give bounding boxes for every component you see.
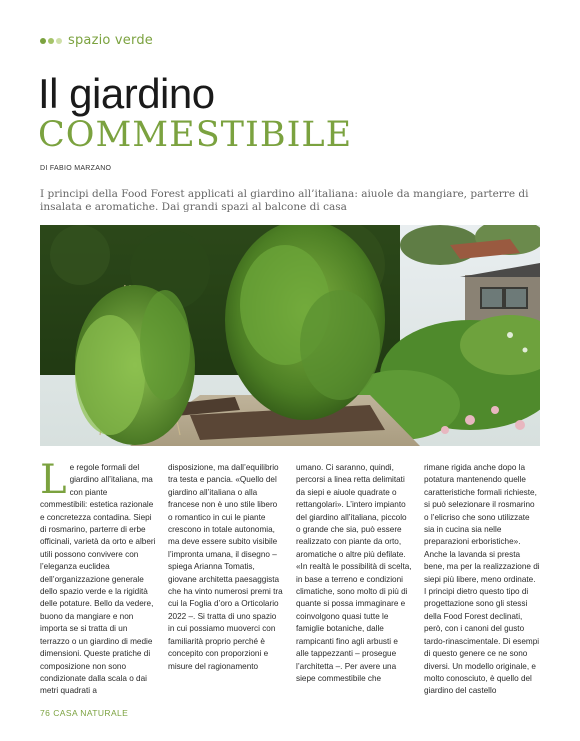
garden-vegetable-beds-photo-icon [40,225,540,446]
body-column-2 [168,462,284,698]
page-footer [40,708,128,718]
section-label: spazio verde [68,33,153,48]
dropcap: L [40,457,67,503]
body-column-4 [424,462,540,698]
body-text: disposizione, ma dall’equilibrio tra testa e pancia. «Quello del giardino all’italiana o alla francese non è uno stile libero o romantico in cui le piante crescono in totale autonomia, ma deve essere subito visibile l’impronta umana, il disegno – spiega Arianna Tomatis, giovane architetta paesaggista che ha vinto numerosi premi tra cui la Foglia d’oro a Orticolario 2022 –. Si tratta di uno spazio in cui possiamo muoverci con familiarità proprio perché è concepito con proporzioni e misure del ragionamento [168,463,283,671]
dot-icon [56,38,62,44]
body-column-1 [40,457,156,698]
body-text: umano. Ci saranno, quindi, percorsi a linea retta delimitati da siepi e aiuole quadrate o rettangolari». L’intero impianto del giardino all’italiana, piccolo o grande che sia, può essere realizzato con piante da orto, aromatiche o altre più defilate. «In realtà le possibilità di scelta, in base a terreno e condizioni climatiche, sono molto di più di quante si possa immaginare e coinvolgono quasi tutte le famiglie botaniche, dalle rampicanti fino agli arbusti e alle tappezzanti – prosegue l’architetta –. Per avere una siepe commestibile che [296,463,412,683]
lead-paragraph: I principi della Food Forest applicati al giardino all’italiana: aiuole da mangiare, parterre di insalata e aromatiche. Dai grandi spazi al balcone di casa [40,188,529,213]
section-tag [40,33,153,48]
body-columns [40,457,540,698]
title-line-1: Il giardino [38,70,215,117]
magazine-name: CASA NATURALE [53,708,129,718]
hero-photo [40,225,540,446]
section-dots-icon [40,38,62,44]
body-text: e regole formali del giardino all’italiana, ma con piante commestibili: estetica razionale e concretezza contadina. Siepi di rosmarino, parterre di erbe officinali, varietà da orto e alberi utili possono convivere con l’eleganza euclidea dell’organizzazione generale dello spazio verde e la rigidità delle potature. Bello da vedere, buono da mangiare e non importa se si tratta di un terrazzo o un giardino di medie dimensioni. Queste pratiche di composizione non sono condizionate dalla scala o dai metri quadrati a [40,463,156,696]
dot-icon [40,38,46,44]
byline: DI FABIO MARZANO [40,165,112,172]
body-column-3 [296,462,412,698]
body-text: rimane rigida anche dopo la potatura mantenendo quelle caratteristiche formali richieste, si può selezionare il rosmarino o l’elicriso che sono utilizzate sia in cucina sia nelle preparazioni erboristiche». Anche la lavanda si presta bene, ma per la realizzazione di siepi più libere, meno ordinate. I principi dietro questo tipo di progettazione sono gli stessi della Food Forest declinati, però, con i canoni del gusto tardo-rinascimentale. Di esempi di questo genere ce ne sono diversi. Un modello originale, e molto conosciuto, è quello del giardino del castello [424,463,540,696]
page-number: 76 [40,708,51,718]
title-line-2: COMMESTIBILE [38,115,353,155]
dot-icon [48,38,54,44]
